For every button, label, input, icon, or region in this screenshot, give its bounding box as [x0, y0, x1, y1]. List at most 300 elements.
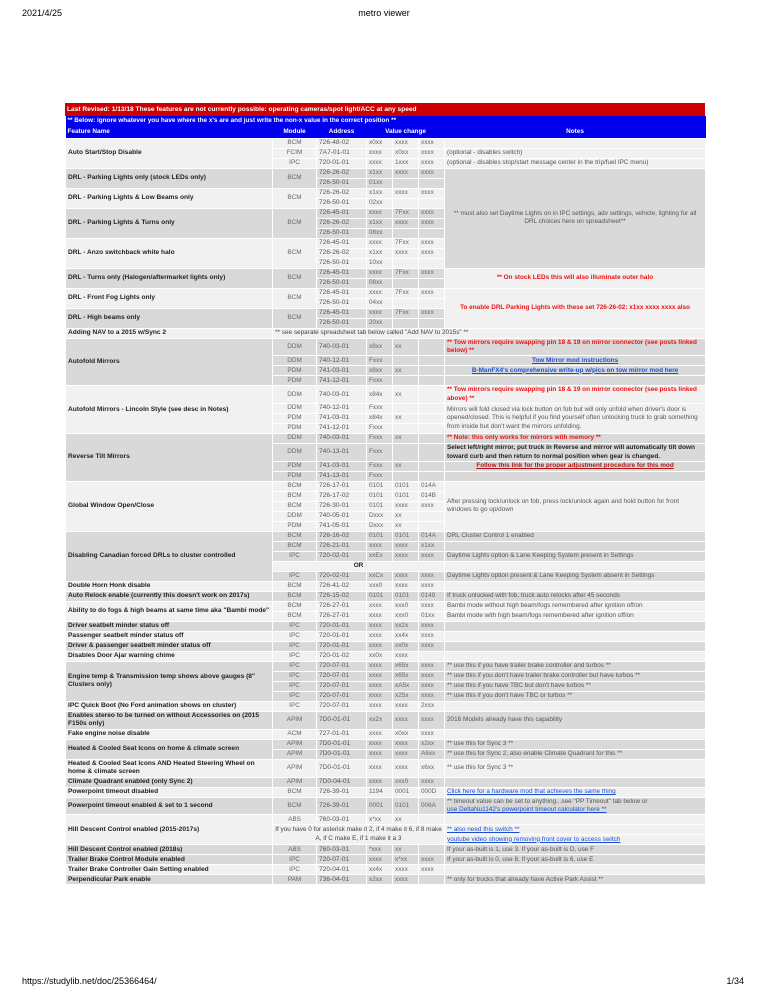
address: 726-39-01: [317, 797, 367, 815]
address: 726-17-01: [317, 481, 367, 491]
module: APIM: [273, 759, 317, 777]
table-row: [66, 701, 706, 711]
address: 726-48-02: [317, 138, 367, 148]
value-change: xxxx: [419, 188, 445, 198]
value-change: xxxx: [367, 701, 393, 711]
note: Mirrors will fold closed via lock button on fob but will only unfold when driver's door is opened/closed. This is helpful if you find yourself often unlocking truck to grab something from inside but don't want the mirrors unfolding.: [445, 404, 706, 434]
value-change: xxxx: [367, 238, 393, 248]
module: DDM: [273, 404, 317, 414]
value-change: xxxx: [367, 158, 393, 168]
module: BCM: [273, 138, 317, 148]
value-change: xxxx: [367, 691, 393, 701]
value-change: xxxx: [367, 641, 393, 651]
value-change: [393, 376, 419, 386]
value-change: xxxx: [393, 711, 419, 729]
address: 740-03-01: [317, 434, 367, 444]
module: BCM: [273, 491, 317, 501]
address: 741-12-01: [317, 424, 367, 434]
module: IPC: [273, 621, 317, 631]
value-change: 0101: [393, 531, 419, 541]
value-change: 7Fxx: [393, 268, 419, 278]
address: 720-07-01: [317, 701, 367, 711]
table-row: [66, 268, 706, 278]
value-change: [419, 338, 445, 356]
note[interactable]: [445, 787, 706, 797]
value-change: xxxx: [367, 631, 393, 641]
features-table: [65, 116, 706, 885]
value-change: Fxxx: [367, 471, 393, 481]
value-change: x*xx: [393, 855, 419, 865]
value-change: [419, 278, 445, 288]
value-change: 0101: [367, 531, 393, 541]
value-change: *xxx: [367, 845, 393, 855]
value-change: xxxx: [367, 855, 393, 865]
header-feature: Feature Name: [66, 127, 273, 138]
module: DDM: [273, 338, 317, 356]
note: (optional - disables stop/start message center in the trip/fuel IPC menu): [445, 158, 706, 168]
address: 7D0-01-01: [317, 711, 367, 729]
address: 720-02-01: [317, 551, 367, 561]
value-change: 1xxx: [393, 158, 419, 168]
value-change: xxxx: [393, 248, 419, 258]
value-change: x0xx: [393, 729, 419, 739]
note-link[interactable]: B-ManFX4's comprehensive write-up w/pics on tow mirror mod here: [471, 366, 679, 374]
feature-name: Climate Quadrant enabled (only Sync 2): [66, 777, 273, 787]
value-change: xxxx: [367, 729, 393, 739]
address: 726-45-01: [317, 308, 367, 318]
viewer-title: metro viewer: [358, 8, 410, 18]
module: BCM: [273, 501, 317, 511]
header-row: [66, 127, 706, 138]
value-change: [393, 178, 419, 188]
value-change: xxxx: [419, 288, 445, 298]
address: 720-01-01: [317, 621, 367, 631]
value-change: 10xx: [367, 258, 393, 268]
address: 726-17-02: [317, 491, 367, 501]
module: BCM: [273, 188, 317, 208]
feature-name: Powerpoint timeout enabled & set to 1 second: [66, 797, 273, 815]
address: 726-39-01: [317, 787, 367, 797]
value-change: xxx0: [393, 601, 419, 611]
note: ** only for trucks that already have Active Park Assist **: [445, 875, 706, 885]
note[interactable]: [445, 835, 706, 845]
feature-name: Driver & passenger seatbelt minder status off: [66, 641, 273, 651]
value-change: x1xx: [367, 168, 393, 178]
note: [445, 561, 706, 571]
module: IPC: [273, 641, 317, 651]
table-row: [66, 797, 706, 815]
value-change: xxxx: [393, 551, 419, 561]
module: IPC: [273, 571, 317, 581]
module: IPC: [273, 158, 317, 168]
address: 726-50-01: [317, 228, 367, 238]
feature-name: Hill Descent Control enabled (2018s): [66, 845, 273, 855]
value-change: xxxx: [367, 759, 393, 777]
value-change: [393, 278, 419, 288]
value-change: [419, 386, 445, 404]
value-change: [419, 298, 445, 308]
value-change: xx0x: [367, 651, 393, 661]
value-change: xxxx: [419, 777, 445, 787]
module: BCM: [273, 308, 317, 328]
value-change: [419, 414, 445, 424]
value-change: [393, 356, 419, 366]
value-change: xxxx: [393, 865, 419, 875]
value-change: xxxx: [393, 188, 419, 198]
address: 726-45-01: [317, 208, 367, 218]
value-change: Fxxx: [367, 404, 393, 414]
value-change: A6xx: [419, 749, 445, 759]
address: 741-13-01: [317, 471, 367, 481]
module: BCM: [273, 208, 317, 238]
value-change: 0101: [393, 591, 419, 601]
address: 740-03-01: [317, 386, 367, 404]
note: [445, 376, 706, 386]
module: BCM: [273, 541, 317, 551]
value-change: Fxxx: [367, 461, 393, 471]
note: ** must also set Daytime Lights on in IPC settings, adv settings, vehicle, lighting for all DRL choices here on spreadsheet**: [445, 168, 706, 268]
address: 720-01-01: [317, 631, 367, 641]
address: 720-01-01: [317, 158, 367, 168]
value-change: xxxx: [419, 855, 445, 865]
value-change: [419, 461, 445, 471]
value-change: [419, 651, 445, 661]
address: 726-27-01: [317, 611, 367, 621]
address: 720-02-01: [317, 571, 367, 581]
revision-banner: Last Revised: 1/13/18 These features are not currently possible: operating cameras/spot light/ACC at any speed: [65, 103, 705, 116]
note: ** use this for Sync 2, also enable Climate Quadrant for this **: [445, 749, 706, 759]
value-change: 0101: [367, 481, 393, 491]
value-change: Dxxx: [367, 521, 393, 531]
feature-name: DRL - Parking Lights & Turns only: [66, 208, 273, 238]
header-value-change: Value change: [367, 127, 445, 138]
feature-name: Fake engine noise disable: [66, 729, 273, 739]
value-change: 2xxx: [419, 701, 445, 711]
table-row: [66, 631, 706, 641]
value-change: xxxx: [367, 621, 393, 631]
module: BCM: [273, 268, 317, 288]
table-row: [66, 787, 706, 797]
value-change: xxxx: [419, 681, 445, 691]
address: 7D0-01-01: [317, 749, 367, 759]
value-change: Dxxx: [367, 511, 393, 521]
value-change: x1xx: [367, 218, 393, 228]
table-row: [66, 661, 706, 671]
note-link[interactable]: Follow this link for the proper adjustment procedure for this mod: [476, 462, 674, 470]
note-link[interactable]: ** also need this switch **: [447, 825, 520, 833]
address: 740-05-01: [317, 511, 367, 521]
table-row: [66, 138, 706, 148]
module: APIM: [273, 749, 317, 759]
value-change: xxxx: [419, 729, 445, 739]
module: FCIM: [273, 148, 317, 158]
value-change: xx: [393, 521, 419, 531]
page-url: https://studylib.net/doc/25366464/: [22, 976, 157, 986]
value-change: xxxx: [419, 158, 445, 168]
value-change: xxxx: [419, 238, 445, 248]
value-change: xxxx: [419, 208, 445, 218]
value-change: xx: [393, 815, 419, 825]
value-change: [419, 356, 445, 366]
value-change: xxxx: [419, 581, 445, 591]
note: After pressing lock/unlock on fob, press lock/unlock again and hold button for front windows to go up/down: [445, 481, 706, 531]
value-change: Fxxx: [367, 444, 393, 462]
note[interactable]: [445, 461, 706, 471]
value-change: x0xx: [367, 138, 393, 148]
value-change: x6xx: [419, 759, 445, 777]
address: 720-07-01: [317, 661, 367, 671]
note: [445, 865, 706, 875]
value-change: [393, 318, 419, 328]
module: ABS: [273, 815, 317, 825]
feature-name: Adding NAV to a 2015 w/Sync 2: [66, 328, 273, 338]
value-change: x2xx: [367, 875, 393, 885]
value-change: xxxx: [393, 759, 419, 777]
module: APIM: [273, 739, 317, 749]
value-change: 0101: [393, 481, 419, 491]
address: 7D0-04-01: [317, 777, 367, 787]
module: ABS: [273, 845, 317, 855]
module: IPC: [273, 661, 317, 671]
value-change: xxxx: [419, 268, 445, 278]
address: 7D0-01-01: [317, 759, 367, 777]
note: ** use this if you have TBC but don't have turbos **: [445, 681, 706, 691]
note-link[interactable]: Tow Mirror mod instructions: [531, 356, 619, 364]
note: [445, 541, 706, 551]
value-change: xxxx: [367, 671, 393, 681]
address: 741-12-01: [317, 376, 367, 386]
value-change: 7Fxx: [393, 288, 419, 298]
instruction-row: [66, 116, 706, 127]
value-change: [419, 198, 445, 208]
note: [445, 815, 706, 825]
value-change: 0101: [393, 797, 419, 815]
note: ** use this if you have trailer brake controller and turbos **: [445, 661, 706, 671]
note: ** use this for Sync 3 **: [445, 739, 706, 749]
module: PDM: [273, 376, 317, 386]
value-change: 0101: [367, 491, 393, 501]
value-change: 01xx: [419, 611, 445, 621]
module: PDM: [273, 521, 317, 531]
value-change: x1xx: [367, 188, 393, 198]
module: PDM: [273, 424, 317, 434]
value-change: 1194: [367, 787, 393, 797]
module: BCM: [273, 481, 317, 491]
value-change: x0xx: [393, 148, 419, 158]
value-change: x2xx: [419, 739, 445, 749]
value-change: 014A: [419, 481, 445, 491]
module: IPC: [273, 551, 317, 561]
note[interactable]: [445, 825, 706, 835]
value-change: xxx0: [393, 611, 419, 621]
value-change: [393, 404, 419, 414]
feature-name: Ability to do fogs & high beams at same time aka "Bambi mode": [66, 601, 273, 621]
note: [445, 729, 706, 739]
header-address: Address: [317, 127, 367, 138]
module: ACM: [273, 729, 317, 739]
note: ** Tow mirrors require swapping pin 18 & 19 on mirror connector (see posts linked above) **: [445, 386, 706, 404]
feature-name: Enables stereo to be turned on without Accessories on (2015 F150s only): [66, 711, 273, 729]
note: ** Tow mirrors require swapping pin 18 & 19 on mirror connector (see posts linked below) **: [445, 338, 706, 356]
value-change: Fxxx: [367, 376, 393, 386]
table-row: [66, 386, 706, 404]
note: [445, 138, 706, 148]
value-change: xx: [393, 461, 419, 471]
address: 726-45-01: [317, 288, 367, 298]
address: 726-50-01: [317, 198, 367, 208]
value-change: [393, 228, 419, 238]
note: [445, 471, 706, 481]
value-change: xxxx: [367, 777, 393, 787]
table-row: [66, 591, 706, 601]
value-change: xxxx: [393, 541, 419, 551]
header-module: Module: [273, 127, 317, 138]
address: 740-03-01: [317, 338, 367, 356]
value-change: xxxx: [419, 601, 445, 611]
value-change: xxxx: [419, 865, 445, 875]
address: 727-01-01: [317, 729, 367, 739]
value-change: xx: [393, 845, 419, 855]
value-change: xx: [393, 338, 419, 356]
address: 726-30-01: [317, 501, 367, 511]
value-change: xxxx: [419, 691, 445, 701]
value-change: xx: [393, 511, 419, 521]
note-link[interactable]: youtube video showing removing front cover to access switch: [447, 835, 621, 843]
note: [445, 581, 706, 591]
address: 760-03-01: [317, 815, 367, 825]
feature-name: Engine temp & Transmission temp shows above gauges (8" Clusters only): [66, 661, 273, 701]
module: IPC: [273, 681, 317, 691]
address: 720-01-02: [317, 651, 367, 661]
value-change: xA5x: [393, 681, 419, 691]
instruction-cell: ** see separate spreadsheet tab below called "Add NAV to 2015s" **: [273, 328, 706, 338]
value-change: xxx0: [393, 777, 419, 787]
value-change: xx0x: [393, 641, 419, 651]
table-row: [66, 621, 706, 631]
instruction-text: ** Below: ignore whatever you have where the x's are and just write the non-x value in the correct position **: [66, 116, 706, 127]
module: IPC: [273, 671, 317, 681]
value-change: xxxx: [367, 148, 393, 158]
feature-name: Autofold Mirrors - Lincoln Style (see desc in Notes): [66, 386, 273, 434]
or-separator: OR: [273, 561, 445, 571]
value-change: xx: [393, 366, 419, 376]
value-change: x65x: [393, 661, 419, 671]
value-change: [419, 258, 445, 268]
value-change: [419, 424, 445, 434]
value-change: xxxx: [419, 621, 445, 631]
address: 726-26-02: [317, 168, 367, 178]
module: PDM: [273, 471, 317, 481]
feature-name: DRL - Anzo switchback white halo: [66, 238, 273, 268]
table-row: [66, 729, 706, 739]
table-row: [66, 711, 706, 729]
value-change: xx4x: [367, 865, 393, 875]
value-change: 7Fxx: [393, 308, 419, 318]
value-change: 02xx: [367, 198, 393, 208]
feature-name: DRL - Front Fog Lights only: [66, 288, 273, 308]
value-change: xxxx: [393, 571, 419, 581]
value-change: [419, 228, 445, 238]
note: If truck unlocked with fob, truck auto relocks after 45 seconds: [445, 591, 706, 601]
note: ** use this if you don't have trailer brake controller but have turbos **: [445, 671, 706, 681]
value-change: xxxx: [393, 875, 419, 885]
note[interactable]: [445, 356, 706, 366]
value-change: Fxxx: [367, 434, 393, 444]
module: BCM: [273, 238, 317, 268]
feature-name: Double Horn Honk disable: [66, 581, 273, 591]
module: BCM: [273, 581, 317, 591]
module: IPC: [273, 701, 317, 711]
module: BCM: [273, 168, 317, 188]
value-change: xxxx: [419, 501, 445, 511]
value-change: 04xx: [367, 298, 393, 308]
feature-name: Heated & Cooled Seat Icons on home & climate screen: [66, 739, 273, 759]
value-change: Fxxx: [367, 356, 393, 366]
value-change: 0149: [419, 591, 445, 601]
value-change: x84x: [367, 414, 393, 424]
note: ** timeout value can be set to anything...see "PP Timeout" tab below or use DeltaNu1142's powerpoint timeout calculator here **: [445, 797, 706, 815]
module: BCM: [273, 797, 317, 815]
note: [445, 701, 706, 711]
value-change: xx2x: [367, 711, 393, 729]
note: [445, 641, 706, 651]
module: BCM: [273, 531, 317, 541]
address: 726-41-02: [317, 581, 367, 591]
module: PAM: [273, 875, 317, 885]
value-change: xxxx: [367, 749, 393, 759]
note-link[interactable]: Click here for a hardware mod that achieves the same thing: [447, 787, 616, 795]
feature-name: Perpendicular Park enable: [66, 875, 273, 885]
feature-name: Autofold Mirrors: [66, 338, 273, 386]
module: BCM: [273, 591, 317, 601]
value-change: [393, 298, 419, 308]
address: 726-50-01: [317, 318, 367, 328]
note: If your as-built is 0, use 8. If your as-built is 6, use E: [445, 855, 706, 865]
value-change: xxxx: [419, 168, 445, 178]
value-change: xxxx: [419, 641, 445, 651]
address: 726-26-02: [317, 248, 367, 258]
value-change: xx: [393, 386, 419, 404]
value-change: xxxx: [393, 218, 419, 228]
value-change: xx: [393, 414, 419, 424]
note[interactable]: [445, 366, 706, 376]
module: APIM: [273, 777, 317, 787]
value-change: xxxx: [419, 148, 445, 158]
value-change: 0101: [367, 501, 393, 511]
value-change: xxxx: [393, 168, 419, 178]
table-row: [66, 777, 706, 787]
print-date: 2021/4/25: [22, 8, 63, 18]
note-link[interactable]: use DeltaNu1142's powerpoint timeout calculator here **: [447, 805, 607, 813]
value-change: 7Fxx: [393, 238, 419, 248]
value-change: [419, 845, 445, 855]
table-row: [66, 855, 706, 865]
address: 726-26-02: [317, 188, 367, 198]
value-change: xxxx: [419, 551, 445, 561]
value-change: xxxx: [367, 268, 393, 278]
value-change: xxxx: [419, 631, 445, 641]
address: 7D0-01-01: [317, 739, 367, 749]
feature-name: Disabling Canadian forced DRLs to cluster controlled: [66, 531, 273, 581]
value-change: x84x: [367, 386, 393, 404]
value-change: 20xx: [367, 318, 393, 328]
value-change: xx4x: [393, 631, 419, 641]
value-change: xx: [393, 434, 419, 444]
value-change: xxxx: [419, 218, 445, 228]
note: [445, 621, 706, 631]
value-change: [419, 178, 445, 188]
value-change: x8xx: [367, 338, 393, 356]
